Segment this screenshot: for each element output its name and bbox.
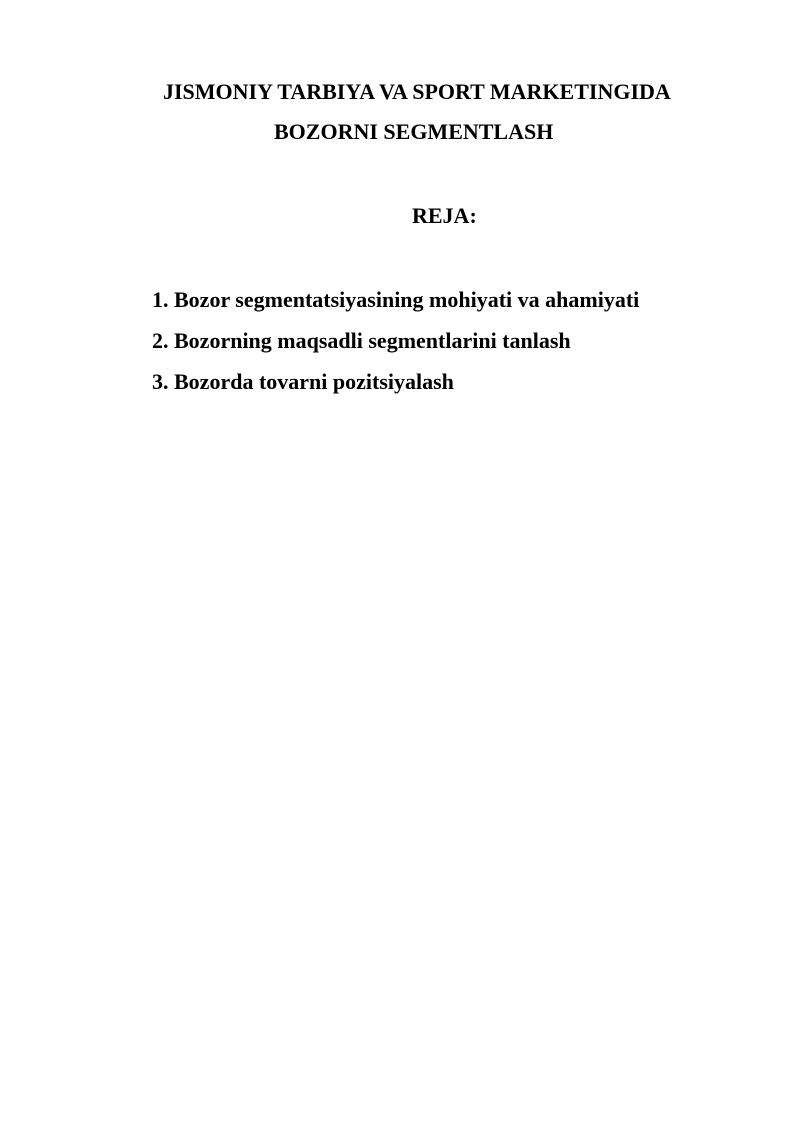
- plan-heading: REJA:: [412, 203, 477, 228]
- document-title-line-1: JISMONIY TARBIYA VA SPORT MARKETINGIDA: [163, 79, 671, 104]
- plan-item-2: 2. Bozorning maqsadli segmentlarini tanlash: [152, 328, 571, 353]
- plan-list: [152, 287, 639, 410]
- plan-item-3: 3. Bozorda tovarni pozitsiyalash: [152, 369, 454, 394]
- document-title-line-2: BOZORNI SEGMENTLASH: [274, 119, 554, 144]
- plan-item-1: 1. Bozor segmentatsiyasining mohiyati va ahamiyati: [152, 287, 640, 312]
